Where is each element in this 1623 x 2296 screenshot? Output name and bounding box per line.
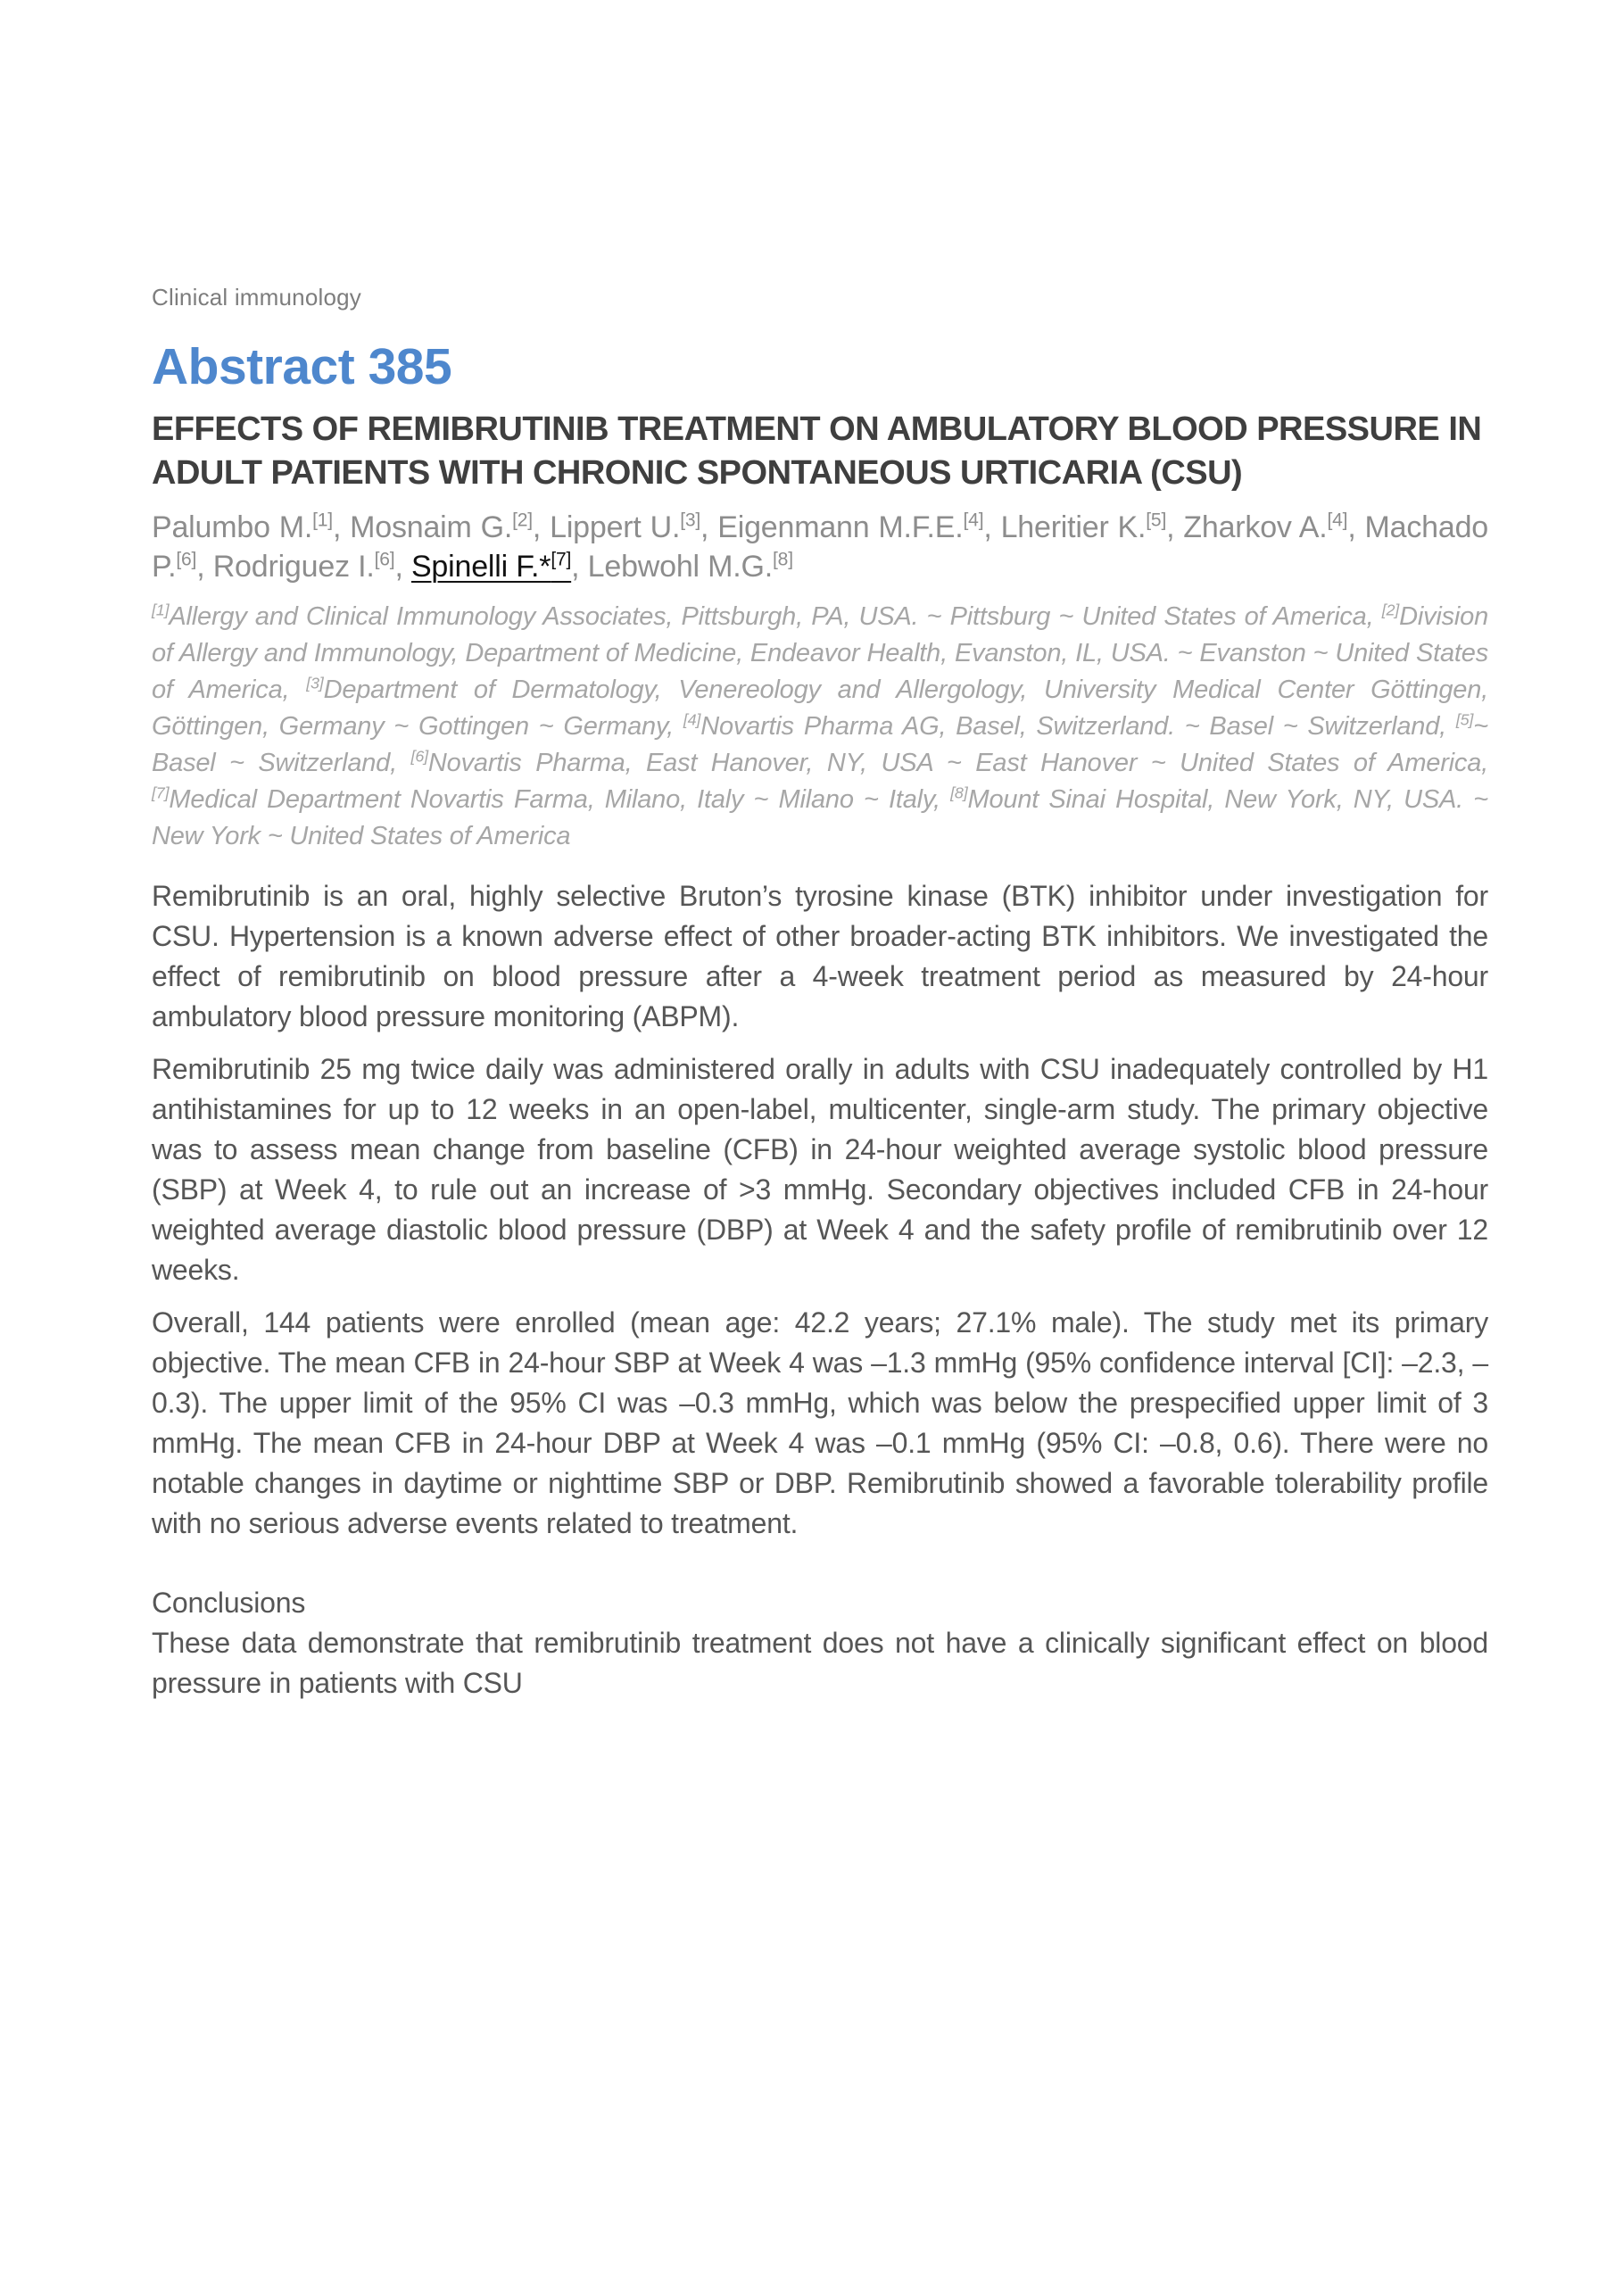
conclusions-section xyxy=(152,1583,1488,1703)
affiliation: [8]Mount Sinai Hospital, New York, NY, USA. ~ New York ~ United States of America xyxy=(152,783,1488,850)
author-affiliation-ref: [6] xyxy=(176,549,197,570)
affiliation-number: [4] xyxy=(683,710,701,729)
author: Lippert U.[3] xyxy=(550,510,701,544)
author-affiliation-ref: [8] xyxy=(773,549,793,570)
affiliation: [7]Medical Department Novartis Farma, Milano, Italy ~ Milano ~ Italy xyxy=(152,783,934,814)
author-affiliation-ref: [1] xyxy=(312,510,333,531)
affiliation: [6]Novartis Pharma, East Hanover, NY, USA ~ East Hanover ~ United States of America xyxy=(410,747,1482,777)
author-list: Palumbo M.[1], Mosnaim G.[2], Lippert U.[3], Eigenmann M.F.E.[4], Lheritier K.[5], Zharkov A.[4], Machado P.[6], Rodriguez I.[6], Spinelli F.*[7], Lebwohl M.G.[8] xyxy=(152,510,1488,584)
affiliation: [2]Division of Allergy and Immunology, Department of Medicine, Endeavor Health, Evanston, IL, USA. ~ Evanston ~ United States of America xyxy=(152,601,1489,704)
affiliation-number: [1] xyxy=(152,601,170,619)
author-affiliation-ref: [4] xyxy=(1327,510,1348,531)
author-presenting: Spinelli F.*[7] xyxy=(410,549,572,584)
abstract-body xyxy=(152,876,1488,1544)
conclusions-text: These data demonstrate that remibrutinib treatment does not have a clinically significant effect on blood pressure in patients with CSU xyxy=(152,1627,1488,1699)
abstract-paragraph: Remibrutinib 25 mg twice daily was administered orally in adults with CSU inadequately controlled by H1 antihistamines for up to 12 weeks in an open-label, multicenter, single-arm study. The primary objective was to assess mean change from baseline (CFB) in 24-hour weighted average systolic blood pressure (SBP) at Week 4, to rule out an increase of >3 mmHg. Secondary objectives included CFB in 24-hour weighted average diastolic blood pressure (DBP) at Week 4 and the safety profile of remibrutinib over 12 weeks. xyxy=(152,1053,1488,1286)
author: Lebwohl M.G.[8] xyxy=(587,549,793,584)
affiliation-number: [7] xyxy=(152,783,170,802)
affiliation-number: [8] xyxy=(950,783,968,802)
affiliation: [1]Allergy and Clinical Immunology Associates, Pittsburgh, PA, USA. ~ Pittsburg ~ United States of America xyxy=(152,601,1367,631)
author-affiliation-ref: [3] xyxy=(680,510,701,531)
affiliation-number: [3] xyxy=(306,674,324,692)
affiliation-number: [5] xyxy=(1455,710,1474,729)
author: Palumbo M.[1] xyxy=(152,510,333,544)
author: Rodriguez I.[6] xyxy=(212,549,395,584)
author: Lheritier K.[5] xyxy=(1000,510,1167,544)
abstract-heading: Abstract 385 xyxy=(152,338,452,395)
author: Zharkov A.[4] xyxy=(1183,510,1348,544)
author-affiliation-ref: [5] xyxy=(1146,510,1167,531)
affiliation-number: [6] xyxy=(410,747,428,766)
abstract-content xyxy=(152,284,1488,1703)
category-label: Clinical immunology xyxy=(152,284,361,311)
abstract-paragraph: Remibrutinib is an oral, highly selective Bruton’s tyrosine kinase (BTK) inhibitor under investigation for CSU. Hypertension is a known adverse effect of other broader-acting BTK inhibitors. We investigated the effect of remibrutinib on blood pressure after a 4-week treatment period as measured by 24-hour ambulatory blood pressure monitoring (ABPM). xyxy=(152,880,1488,1032)
abstract-paragraph: Overall, 144 patients were enrolled (mean age: 42.2 years; 27.1% male). The study met its primary objective. The mean CFB in 24-hour SBP at Week 4 was –1.3 mmHg (95% confidence interval [CI]: –2.3, –0.3). The upper limit of the 95% CI was –0.3 mmHg, which was below the prespecified upper limit of 3 mmHg. The mean CFB in 24-hour DBP at Week 4 was –0.1 mmHg (95% CI: –0.8, 0.6). There were no notable changes in daytime or nighttime SBP or DBP. Remibrutinib showed a favorable tolerability profile with no serious adverse events related to treatment. xyxy=(152,1306,1488,1539)
affiliation: [3]Department of Dermatology, Venereology and Allergology, University Medical Center Göttingen, Göttingen, Germany ~ Gottingen ~ Germany xyxy=(152,674,1488,741)
affiliation: [4]Novartis Pharma AG, Basel, Switzerland. ~ Basel ~ Switzerland xyxy=(683,710,1440,741)
affiliation: [5]~ Basel ~ Switzerland xyxy=(152,710,1488,777)
author-affiliation-ref: [2] xyxy=(512,510,533,531)
author-affiliation-ref: [4] xyxy=(963,510,984,531)
author: Eigenmann M.F.E.[4] xyxy=(717,510,984,544)
author: Machado P.[6] xyxy=(152,510,1488,584)
conclusions-heading: Conclusions xyxy=(152,1587,306,1619)
author-affiliation-ref: [7] xyxy=(551,549,572,570)
affiliation-number: [2] xyxy=(1381,601,1400,619)
paper-title: EFFECTS OF REMIBRUTINIB TREATMENT ON AMBULATORY BLOOD PRESSURE IN ADULT PATIENTS WITH CHRONIC SPONTANEOUS URTICARIA (CSU) xyxy=(152,410,1482,492)
author-affiliation-ref: [6] xyxy=(374,549,395,570)
author: Mosnaim G.[2] xyxy=(350,510,533,544)
affiliation-list: [1]Allergy and Clinical Immunology Associates, Pittsburgh, PA, USA. ~ Pittsburg ~ United States of America, [2]Division of Allergy and Immunology, Department of Medicine, Endeavor Health, Evanston, IL, USA. ~ Evanston ~ United States of America, [3]Department of Dermatology, Venereology and Allergology, University Medical Center Göttingen, Göttingen, Germany ~ Gottingen ~ Germany, [4]Novartis Pharma AG, Basel, Switzerland. ~ Basel ~ Switzerland, [5]~ Basel ~ Switzerland, [6]Novartis Pharma, East Hanover, NY, USA ~ East Hanover ~ United States of America, [7]Medical Department Novartis Farma, Milano, Italy ~ Milano ~ Italy, [8]Mount Sinai Hospital, New York, NY, USA. ~ New York ~ United States of America xyxy=(152,601,1489,850)
